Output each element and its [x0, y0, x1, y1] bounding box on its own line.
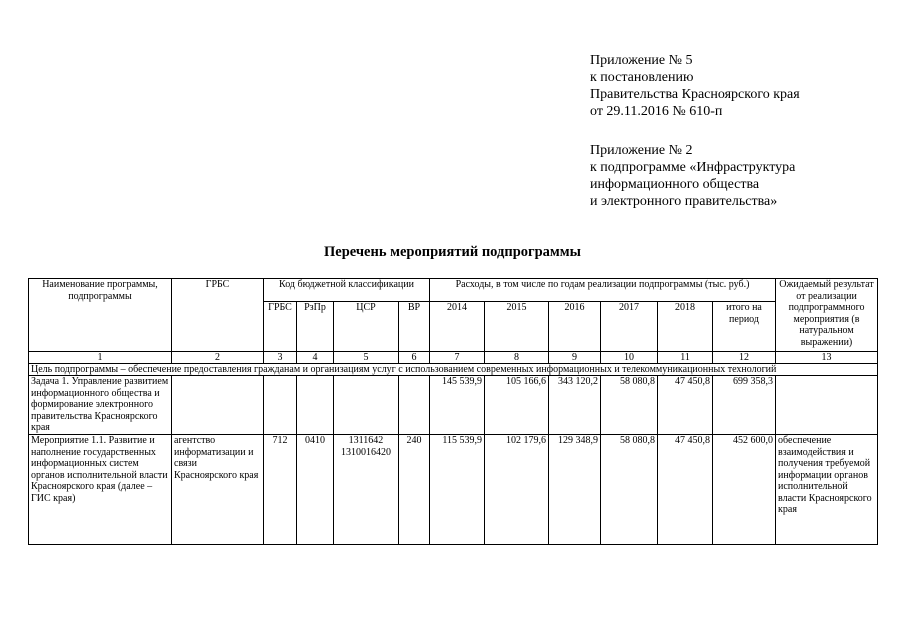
appendix-5-line: от 29.11.2016 № 610-п	[590, 104, 723, 119]
sub-vr: ВР	[399, 302, 430, 352]
col-num: 1	[29, 352, 172, 364]
col-num: 11	[658, 352, 713, 364]
measure-2017: 58 080,8	[601, 435, 658, 545]
col-num: 9	[549, 352, 601, 364]
appendix-2-line: Приложение № 2	[590, 143, 693, 158]
header-expenses: Расходы, в том числе по годам реализации подпрограммы (тыс. руб.)	[430, 279, 776, 302]
goal-row	[29, 364, 878, 376]
col-num: 3	[264, 352, 297, 364]
measure-grbs: 712	[264, 435, 297, 545]
goal-text: Цель подпрограммы – обеспечение предоставления гражданам и организациям услуг с использованием современных информационных и телекоммуникационных технологий	[29, 364, 878, 376]
appendix-5-line: Приложение № 5	[590, 53, 693, 68]
task-rzpr	[297, 376, 334, 435]
sub-2014: 2014	[430, 302, 485, 352]
measure-total: 452 600,0	[713, 435, 776, 545]
col-num: 6	[399, 352, 430, 364]
appendix-2-line: и электронного правительства»	[590, 194, 778, 209]
col-num: 7	[430, 352, 485, 364]
task-csr	[334, 376, 399, 435]
task-row	[29, 376, 878, 435]
sub-2017: 2017	[601, 302, 658, 352]
appendix-2-block	[590, 142, 795, 210]
col-num: 10	[601, 352, 658, 364]
task-total: 699 358,3	[713, 376, 776, 435]
col-num: 12	[713, 352, 776, 364]
col-num: 4	[297, 352, 334, 364]
sub-2016: 2016	[549, 302, 601, 352]
header-grbs: ГРБС	[172, 279, 264, 352]
measure-2014: 115 539,9	[430, 435, 485, 545]
header-name: Наименование программы, подпрограммы	[29, 279, 172, 352]
task-grbs	[264, 376, 297, 435]
measure-result: обеспечение взаимодействия и получения требуемой информации органов исполнительной власти Красноярского края	[776, 435, 878, 545]
appendix-5-line: к постановлению	[590, 70, 694, 85]
col-num: 5	[334, 352, 399, 364]
measure-grbs-name: агентство информатизации и связи Красноярского края	[172, 435, 264, 545]
task-2017: 58 080,8	[601, 376, 658, 435]
appendix-2-line: к подпрограмме «Инфраструктура	[590, 160, 796, 175]
task-grbs-name	[172, 376, 264, 435]
sub-total: итого на период	[713, 302, 776, 352]
col-num: 13	[776, 352, 878, 364]
document-title: Перечень мероприятий подпрограммы	[324, 244, 581, 260]
measure-2015: 102 179,6	[485, 435, 549, 545]
col-num: 2	[172, 352, 264, 364]
sub-rzpr: РзПр	[297, 302, 334, 352]
measure-row	[29, 435, 878, 545]
appendix-2-line: информационного общества	[590, 177, 760, 192]
task-2016: 343 120,2	[549, 376, 601, 435]
task-2018: 47 450,8	[658, 376, 713, 435]
sub-grbs: ГРБС	[264, 302, 297, 352]
measure-name: Мероприятие 1.1. Развитие и наполнение государственных информационных систем органов исполнительной власти Красноярского края (далее – ГИС края)	[29, 435, 172, 545]
sub-2015: 2015	[485, 302, 549, 352]
sub-csr: ЦСР	[334, 302, 399, 352]
task-result	[776, 376, 878, 435]
header-row	[29, 279, 878, 302]
measure-csr	[334, 435, 399, 545]
appendix-5-block	[590, 52, 800, 120]
appendix-5-line: Правительства Красноярского края	[590, 87, 800, 102]
task-vr	[399, 376, 430, 435]
task-name: Задача 1. Управление развитием информационного общества и формирование электронного правительства Красноярского края	[29, 376, 172, 435]
measure-2016: 129 348,9	[549, 435, 601, 545]
column-number-row	[29, 352, 878, 364]
task-2015: 105 166,6	[485, 376, 549, 435]
task-2014: 145 539,9	[430, 376, 485, 435]
header-code: Код бюджетной классификации	[264, 279, 430, 302]
measure-2018: 47 450,8	[658, 435, 713, 545]
measure-vr: 240	[399, 435, 430, 545]
col-num: 8	[485, 352, 549, 364]
measures-table	[28, 278, 878, 545]
measure-csr-line: 1311642	[348, 435, 384, 446]
measure-rzpr: 0410	[297, 435, 334, 545]
measure-csr-line: 1310016420	[341, 446, 391, 458]
header-result: Ожидаемый результат от реализации подпрограммного мероприятия (в натуральном выражении)	[776, 279, 878, 352]
sub-2018: 2018	[658, 302, 713, 352]
